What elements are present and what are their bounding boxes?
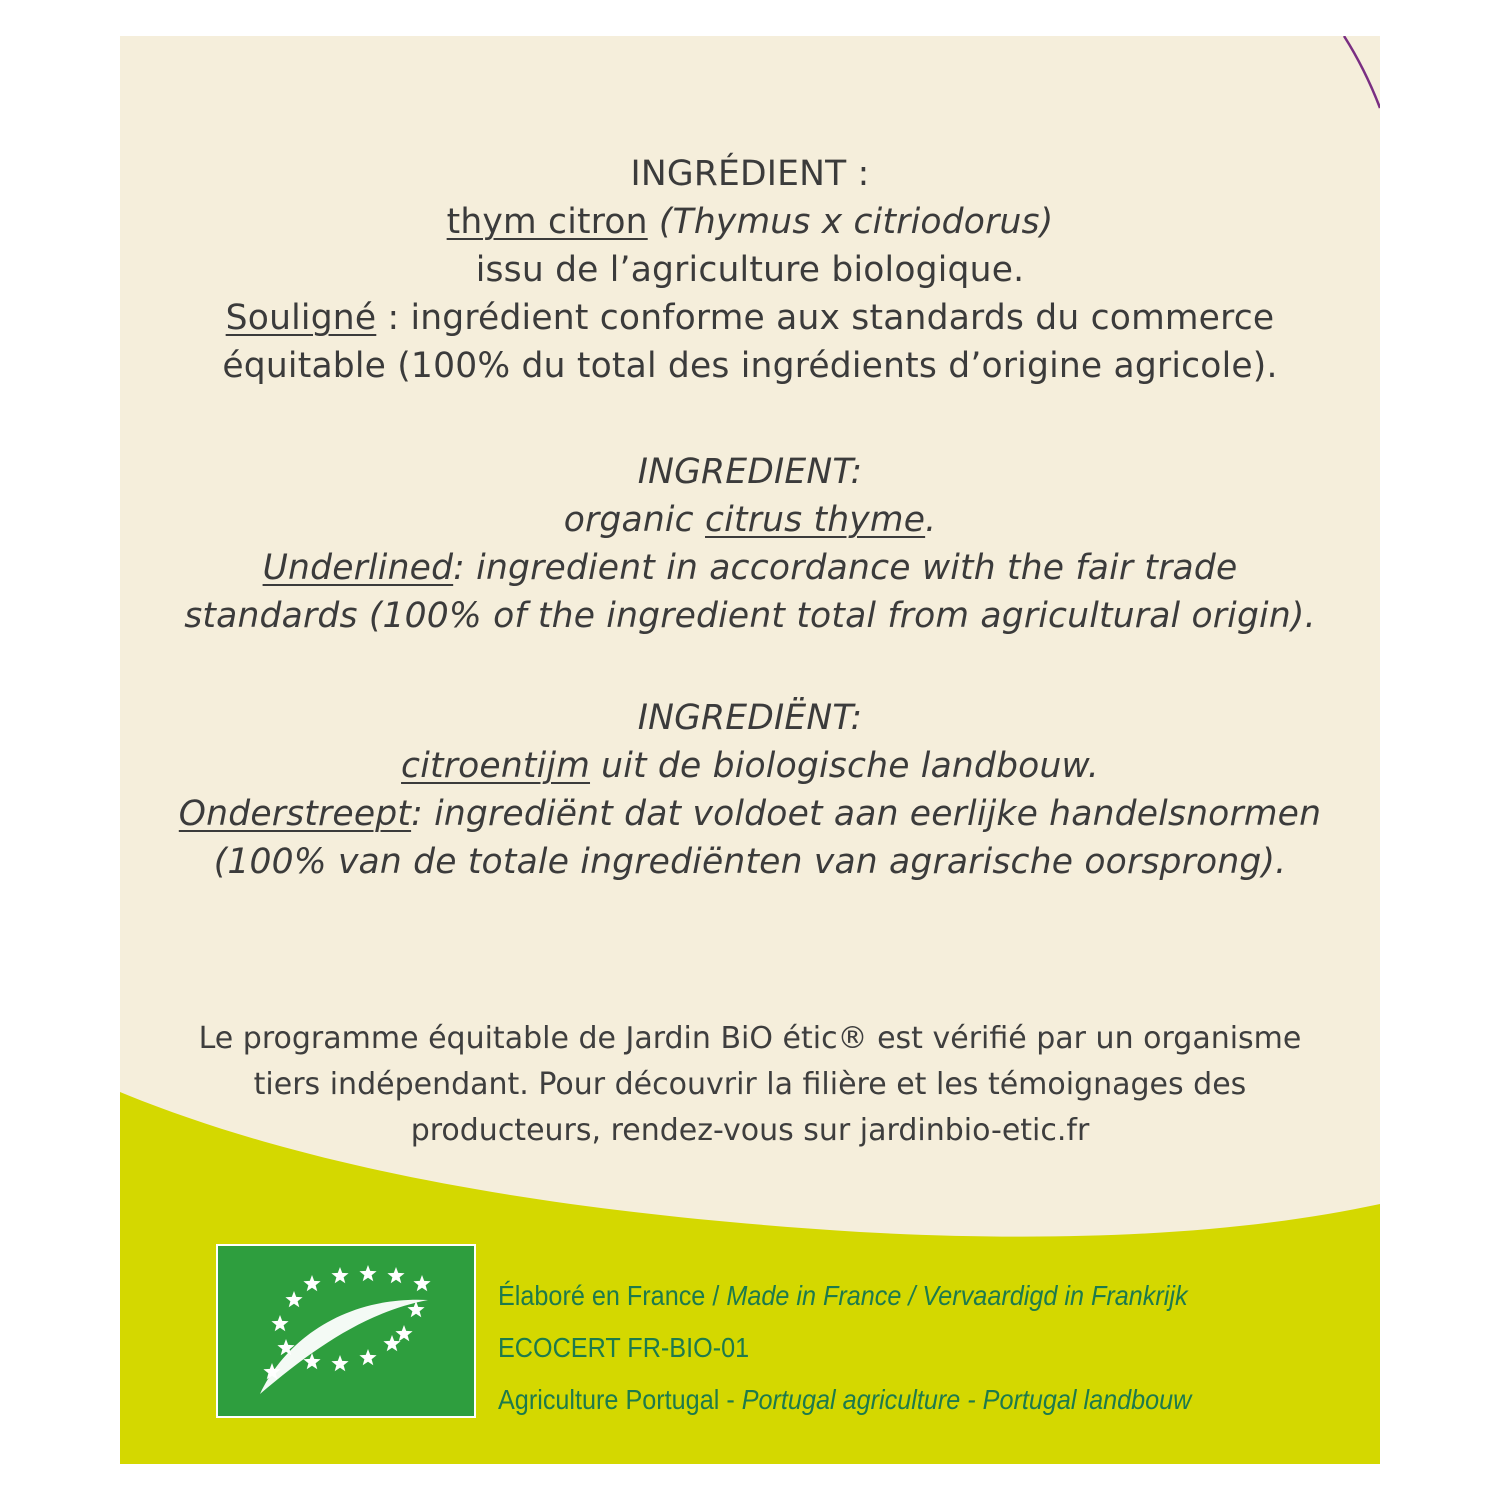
french-ingredients <box>120 150 1380 390</box>
dutch-underlined-label: Onderstreept <box>178 794 412 834</box>
french-line-1 <box>120 198 1380 246</box>
french-line-2: issu de l’agriculture biologique. <box>475 250 1025 290</box>
french-heading: INGRÉDIENT : <box>630 154 870 194</box>
note-line-2: tiers indépendant. Pour découvrir la filière et les témoignages des <box>253 1067 1247 1102</box>
product-label-panel <box>120 36 1380 1464</box>
english-underlined-desc: : ingredient in accordance with the fair trade <box>453 548 1238 588</box>
origin-made-en-nl: Made in France / Vervaardigd in Frankrijk <box>726 1280 1188 1311</box>
french-line-3 <box>120 294 1380 342</box>
french-underlined-label: Souligné <box>225 298 377 338</box>
eu-organic-leaf-icon <box>216 1244 476 1418</box>
fairtrade-program-note <box>120 1016 1380 1154</box>
origin-info <box>498 1270 1191 1426</box>
origin-certifier: ECOCERT FR-BIO-01 <box>498 1332 750 1363</box>
french-fairtrade-ingredient: thym citron <box>446 202 648 242</box>
dutch-underlined-desc: : ingrediënt dat voldoet aan eerlijke handelsnormen <box>411 794 1322 834</box>
english-line-1 <box>120 496 1380 544</box>
origin-agri-pt: Agriculture Portugal - <box>498 1384 742 1415</box>
french-underlined-desc: : ingrédient conforme aux standards du commerce <box>376 298 1275 338</box>
dutch-line-1-rest: uit de biologische landbouw. <box>590 746 1099 786</box>
english-fairtrade-ingredient: citrus thyme <box>705 500 926 540</box>
dutch-line-3: (100% van de totale ingrediënten van agrarische oorsprong). <box>213 842 1287 882</box>
english-line-2 <box>120 544 1380 592</box>
english-line-1-pre: organic <box>563 500 706 540</box>
origin-made-in <box>498 1270 1191 1322</box>
origin-made-fr: Élaboré en France / <box>498 1280 727 1311</box>
note-line-1: Le programme équitable de Jardin BiO étic® est vérifié par un organisme <box>198 1021 1302 1056</box>
purple-accent-line <box>1344 36 1380 108</box>
origin-agri-en-nl: Portugal agriculture - Portugal landbouw <box>741 1384 1192 1415</box>
french-line-4: équitable (100% du total des ingrédients d’origine agricole). <box>222 346 1278 386</box>
english-line-3: standards (100% of the ingredient total from agricultural origin). <box>184 596 1316 636</box>
dutch-line-2 <box>120 790 1380 838</box>
dutch-ingredients <box>120 694 1380 886</box>
dutch-fairtrade-ingredient: citroentijm <box>401 746 591 786</box>
english-line-1-post: . <box>925 500 937 540</box>
dutch-line-1 <box>120 742 1380 790</box>
origin-agriculture <box>498 1374 1191 1426</box>
english-underlined-label: Underlined <box>262 548 454 588</box>
english-heading: INGREDIENT: <box>637 452 863 492</box>
english-ingredients <box>120 448 1380 640</box>
dutch-heading: INGREDIËNT: <box>637 698 863 738</box>
note-line-3: producteurs, rendez-vous sur jardinbio-etic.fr <box>410 1113 1090 1148</box>
french-latin-name: (Thymus x citriodorus) <box>647 202 1054 242</box>
